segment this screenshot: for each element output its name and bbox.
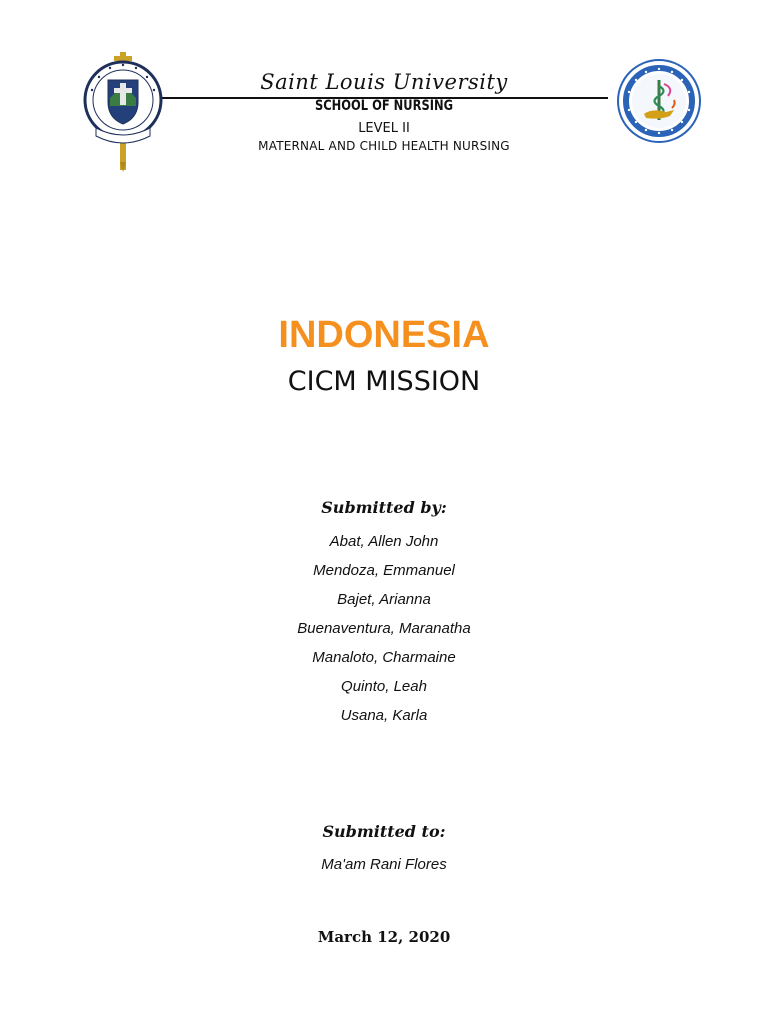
adviser-name: Ma'am Rani Flores — [321, 856, 447, 873]
saint-louis-university-seal-logo — [80, 50, 166, 174]
course-name: MATERNAL AND CHILD HEALTH NURSING — [258, 139, 510, 153]
school-of-nursing-seal-logo — [616, 58, 702, 144]
member-name: Abat, Allen John — [329, 533, 439, 550]
member-name: Bajet, Arianna — [337, 591, 431, 608]
document-subtitle: CICM MISSION — [287, 366, 481, 397]
member-name: Usana, Karla — [340, 707, 428, 724]
submission-date: March 12, 2020 — [317, 928, 451, 946]
school-name: SCHOOL OF NURSING — [314, 98, 454, 114]
university-name: Saint Louis University — [260, 70, 508, 94]
document-title: INDONESIA — [278, 314, 490, 356]
member-name: Buenaventura, Maranatha — [297, 620, 471, 637]
submitted-by-label: Submitted by: — [321, 498, 447, 517]
member-name: Mendoza, Emmanuel — [313, 562, 455, 579]
level-label: LEVEL II — [358, 121, 410, 136]
submitted-to-label: Submitted to: — [322, 822, 446, 841]
members-list — [0, 532, 768, 735]
member-name: Manaloto, Charmaine — [312, 649, 456, 666]
member-name: Quinto, Leah — [341, 678, 427, 695]
